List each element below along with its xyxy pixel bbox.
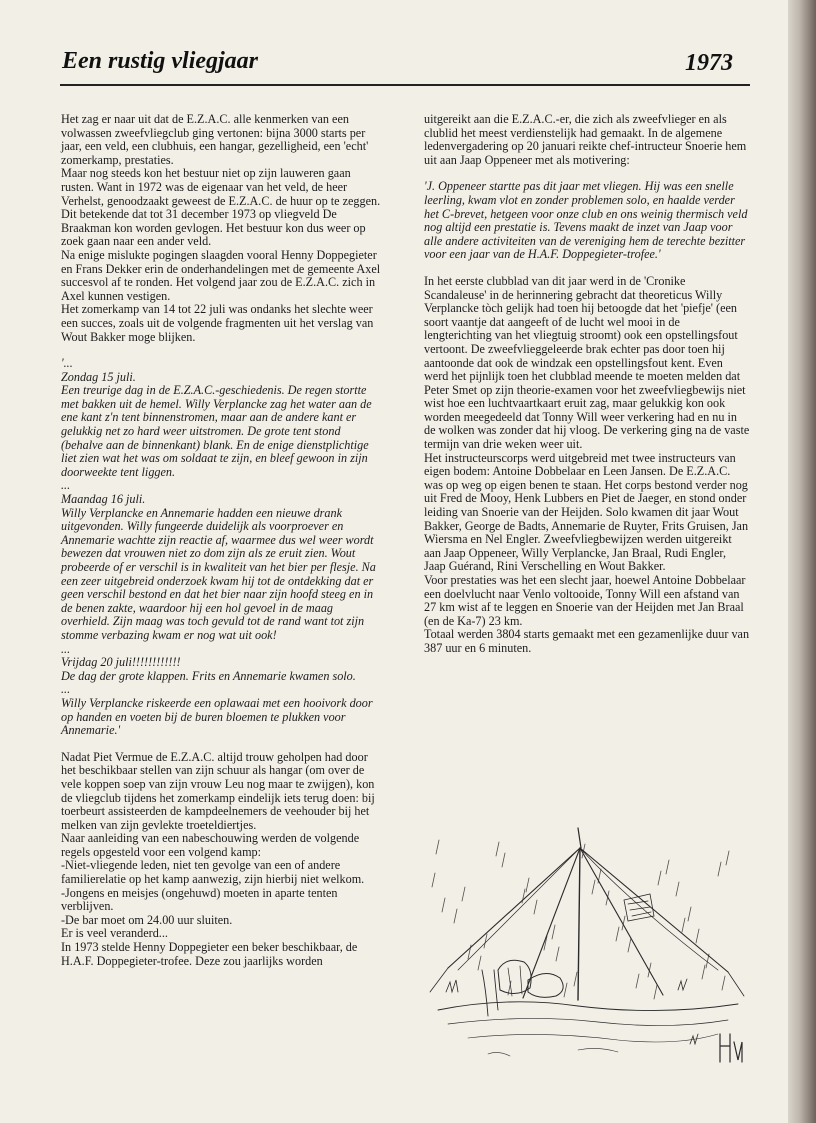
tent-pole: [578, 848, 580, 1000]
tent-in-rain-illustration: [428, 820, 746, 1082]
paragraph: Na enige mislukte pogingen slaagden vooral Henny Doppegieter en Frans Dekker erin de onderhandelingen met de gemeente Axel succesvol af te ronden. Het volgend jaar zou de E.Z.A.C. zich in Axel kunnen vestigen.: [61, 247, 381, 303]
tent-outline: [448, 848, 728, 998]
rain-drop: [564, 983, 567, 997]
paragraph: '...: [61, 356, 73, 371]
paragraph: -De bar moet om 24.00 uur sluiten.: [61, 912, 233, 927]
paragraph: ...: [61, 682, 71, 697]
rain-drop: [654, 985, 657, 999]
paragraph: Maandag 16 juli.: [61, 492, 146, 507]
paragraph: ...: [61, 641, 71, 656]
page-year: 1973: [685, 50, 733, 76]
rain-drop: [552, 925, 555, 939]
rain-drop: [666, 860, 669, 874]
right-text-column: [424, 113, 750, 656]
paragraph: Het zag er naar uit dat de E.Z.A.C. alle kenmerken van een volwassen zweefvliegclub ging vertonen: bijna 3000 starts per jaar, een veld, een clubhuis, een hangar, gezelligheid, een 'echt' zomerkamp, prestaties.: [61, 112, 369, 167]
paragraph: uitgereikt aan die E.Z.A.C.-er, die zich als zweefvlieger en als clublid het meest verdienstelijk had gemaakt. In de algemene ledenvergadering op 20 januari reikte chef-intructeur Snoerie hem uit aan Jaap Oppeneer met als motivering:: [424, 112, 747, 167]
rain-drop: [682, 918, 685, 932]
rain-drop: [722, 976, 725, 990]
paragraph: Vrijdag 20 juli!!!!!!!!!!!!: [61, 655, 181, 670]
rain-drop: [616, 927, 619, 941]
rain-drop: [462, 887, 465, 901]
paragraph-gap: [61, 738, 383, 751]
rain-drop: [496, 842, 499, 856]
paragraph: Willy Verplancke en Annemarie hadden een nieuwe drank uitgevonden. Willy fungeerde duidelijk als voorproever en Annemarie wachtte zijn reactie af, waarmee dus wel weer wordt bewezen dat vrouwen niet zo dom zijn als ze eruit zien. Wout probeerde of er verschil is in kwaliteit van het bier per flesje. Na een zeer uitgebreid onderzoek kwam hij tot de ontdekking dat er geen verschil bestond en dat het bier naar zijn hoofd steeg en in de benen zakte, waardoor hij een hol gevoel in de maag overhield. Zijn maag was toch gevuld tot de rand want tot zijn stomme verbazing kwam er nog wat uit ook!: [61, 505, 376, 642]
paragraph: Willy Verplancke riskeerde een oplawaai met een hooivork door op handen en voeten bij de buren bloemen te plukken voor Annemarie.': [61, 695, 373, 738]
paragraph: Er is veel veranderd...: [61, 926, 168, 941]
paragraph: -Niet-vliegende leden, niet ten gevolge van een of andere familierelatie op het kamp aanwezig, zijn hierbij niet welkom.: [61, 858, 365, 887]
paragraph: -Jongens en meisjes (ongehuwd) moeten in aparte tenten verblijven.: [61, 885, 338, 914]
rain-drop: [718, 862, 721, 876]
paragraph: ...: [61, 478, 71, 493]
paragraph: Zondag 15 juli.: [61, 369, 136, 384]
paragraph: De dag der grote klappen. Frits en Annemarie kwamen solo.: [61, 668, 356, 683]
page-edge-shadow: [788, 0, 816, 1123]
paragraph: In 1973 stelde Henny Doppegieter een beker beschikbaar, de H.A.F. Doppegieter-trofee. Deze zou jaarlijks worden: [61, 940, 358, 968]
rain-drop: [502, 853, 505, 867]
paragraph: Het zomerkamp van 14 tot 22 juli was ondanks het slechte weer een succes, zoals uit de volgende fragmenten uit het verslag van Wout Bakker moge blijken.: [61, 302, 374, 344]
paragraph-gap: [424, 262, 750, 275]
artist-signature-mark: [720, 1034, 742, 1062]
paragraph: In het eerste clubblad van dit jaar werd in de 'Cronike Scandaleuse' in de herinnering gebracht dat theoreticus Willy Verplancke tòch gelijk had toen hij betoogde dat het 'piefje' (een soort vaantje dat aangeeft of de lucht wel mooi in de lengterichting van het vliegtuig stroomt) ook een opstellingsfout vertoont. De zweefvlieggeleerde brak echter pas door toen hij aantoonde dat ook de windzak een opstellingsfout kent. Even werd het pijnlijk toen het clubblad meende te moeten melden dat Peter Smet op zijn theorie-examen voor het zweefvliegbewijs niet wist hoe een luchtvaartkaart eruit zag, maar gelukkig kon ook worden meegedeeld dat Tonny Will weer verkering had en nu in de wolken was zonder dat hij vloog. De verkering ging na de vaste termijn van drie weken weer uit.: [424, 273, 750, 452]
rain-lines: [432, 840, 729, 999]
left-text-column: [61, 113, 383, 968]
rain-drop: [696, 929, 699, 943]
paragraph: Naar aanleiding van een nabeschouwing werden de volgende regels opgesteld voor een volgend kamp:: [61, 831, 360, 859]
rain-drop: [636, 974, 639, 988]
rain-drop: [556, 947, 559, 961]
paragraph: Voor prestaties was het een slecht jaar, hoewel Antoine Dobbelaar een doelvlucht naar Venlo voltooide, Tonny Will een afstand van 27 km wist af te leggen en Snoerie van der Heijden met Jan Braal (en de Ka-7) 23 km.: [424, 573, 746, 628]
flood-water: [438, 1002, 738, 1011]
paragraph: Het instructeurscorps werd uitgebreid met twee instructeurs van eigen bodem: Antoine Dobbelaar en Leen Jansen. De E.Z.A.C. was op weg op eigen benen te staan. Het corps bestond verder nog uit Fred de Mooy, Henk Lubbers en Piet de Jaeger, en stond onder leiding van Snoerie van der Heijden. Solo kwamen dit jaar Wout Bakker, George de Badts, Annemarie de Ruyter, Frits Gruisen, Jan Wiersma en Nel Engler. Zweefvliegbewijzen werden uitgereikt aan Jaap Oppeneer, Willy Verplancke, Jan Braal, Rudi Engler, Jaap Guérand, Rini Verschelling en Wout Bakker.: [424, 450, 749, 574]
paragraph: Totaal werden 3804 starts gemaakt met een gezamenlijke duur van 387 uur en 6 minuten.: [424, 627, 750, 655]
paragraph: Een treurige dag in de E.Z.A.C.-geschiedenis. De regen stortte met bakken uit de hemel. Willy Verplancke zag het water aan de ene kant z'n tent binnenstromen, maar aan de andere kant er gelukkig net zo hard weer uitstromen. De grote tent stond (behalve aan de binnenkant) blank. En de enige dienstplichtige liet zien wat het was om soldaat te zijn, en bleef gewoon in zijn doorweekte tent liggen.: [61, 383, 372, 479]
paragraph: Nadat Piet Vermue de E.Z.A.C. altijd trouw geholpen had door het beschikbaar stellen van zijn schuur als hangar (om over de vele koppen soep van zijn vrouw Leu nog maar te zwijgen), kon de vliegclub tijdens het zomerkamp eindelijk iets terug doen: bij toerbeurt assisteerden de kampdeelnemers de veehouder bij het melken van zijn gevlekte troeteldiertjes.: [61, 749, 375, 832]
rain-drop: [574, 972, 577, 986]
rain-drop: [436, 840, 439, 854]
paragraph: 'J. Oppeneer startte pas dit jaar met vliegen. Hij was een snelle leerling, kwam vlot en zonder problemen solo, en haalde verder het C-brevet, hetgeen voor onze club en ons weinig thermisch veld nog altijd een prestatie is. Tevens maakt de inzet van Jaap voor alle andere activiteiten van de vereniging hem de terechte bezitter voor een jaar van de H.A.F. Doppegieter-trofee.': [424, 179, 748, 262]
paragraph-gap: [61, 344, 383, 357]
rain-drop: [432, 873, 435, 887]
rain-drop: [702, 965, 705, 979]
rain-drop: [454, 909, 457, 923]
paragraph: Maar nog steeds kon het bestuur niet op zijn lauweren gaan rusten. Want in 1972 was de eigenaar van het veld, de heer Verhelst, genoodzaakt geweest de E.Z.A.C. de huur op te zeggen. Dit betekende dat tot 31 december 1973 op vliegveld De Braakman kon worden gevlogen. Het bestuur kon dus weer op zoek gaan naar een ander veld.: [61, 166, 381, 249]
rain-drop: [534, 900, 537, 914]
rain-drop: [628, 938, 631, 952]
rain-drop: [688, 907, 691, 921]
rain-drop: [442, 898, 445, 912]
rain-drop: [658, 871, 661, 885]
header-rule: [60, 84, 750, 86]
rain-drop: [478, 956, 481, 970]
rain-drop: [526, 878, 529, 892]
rain-drop: [726, 851, 729, 865]
rain-drop: [676, 882, 679, 896]
page-title: Een rustig vliegjaar: [62, 48, 259, 74]
rain-drop: [592, 880, 595, 894]
